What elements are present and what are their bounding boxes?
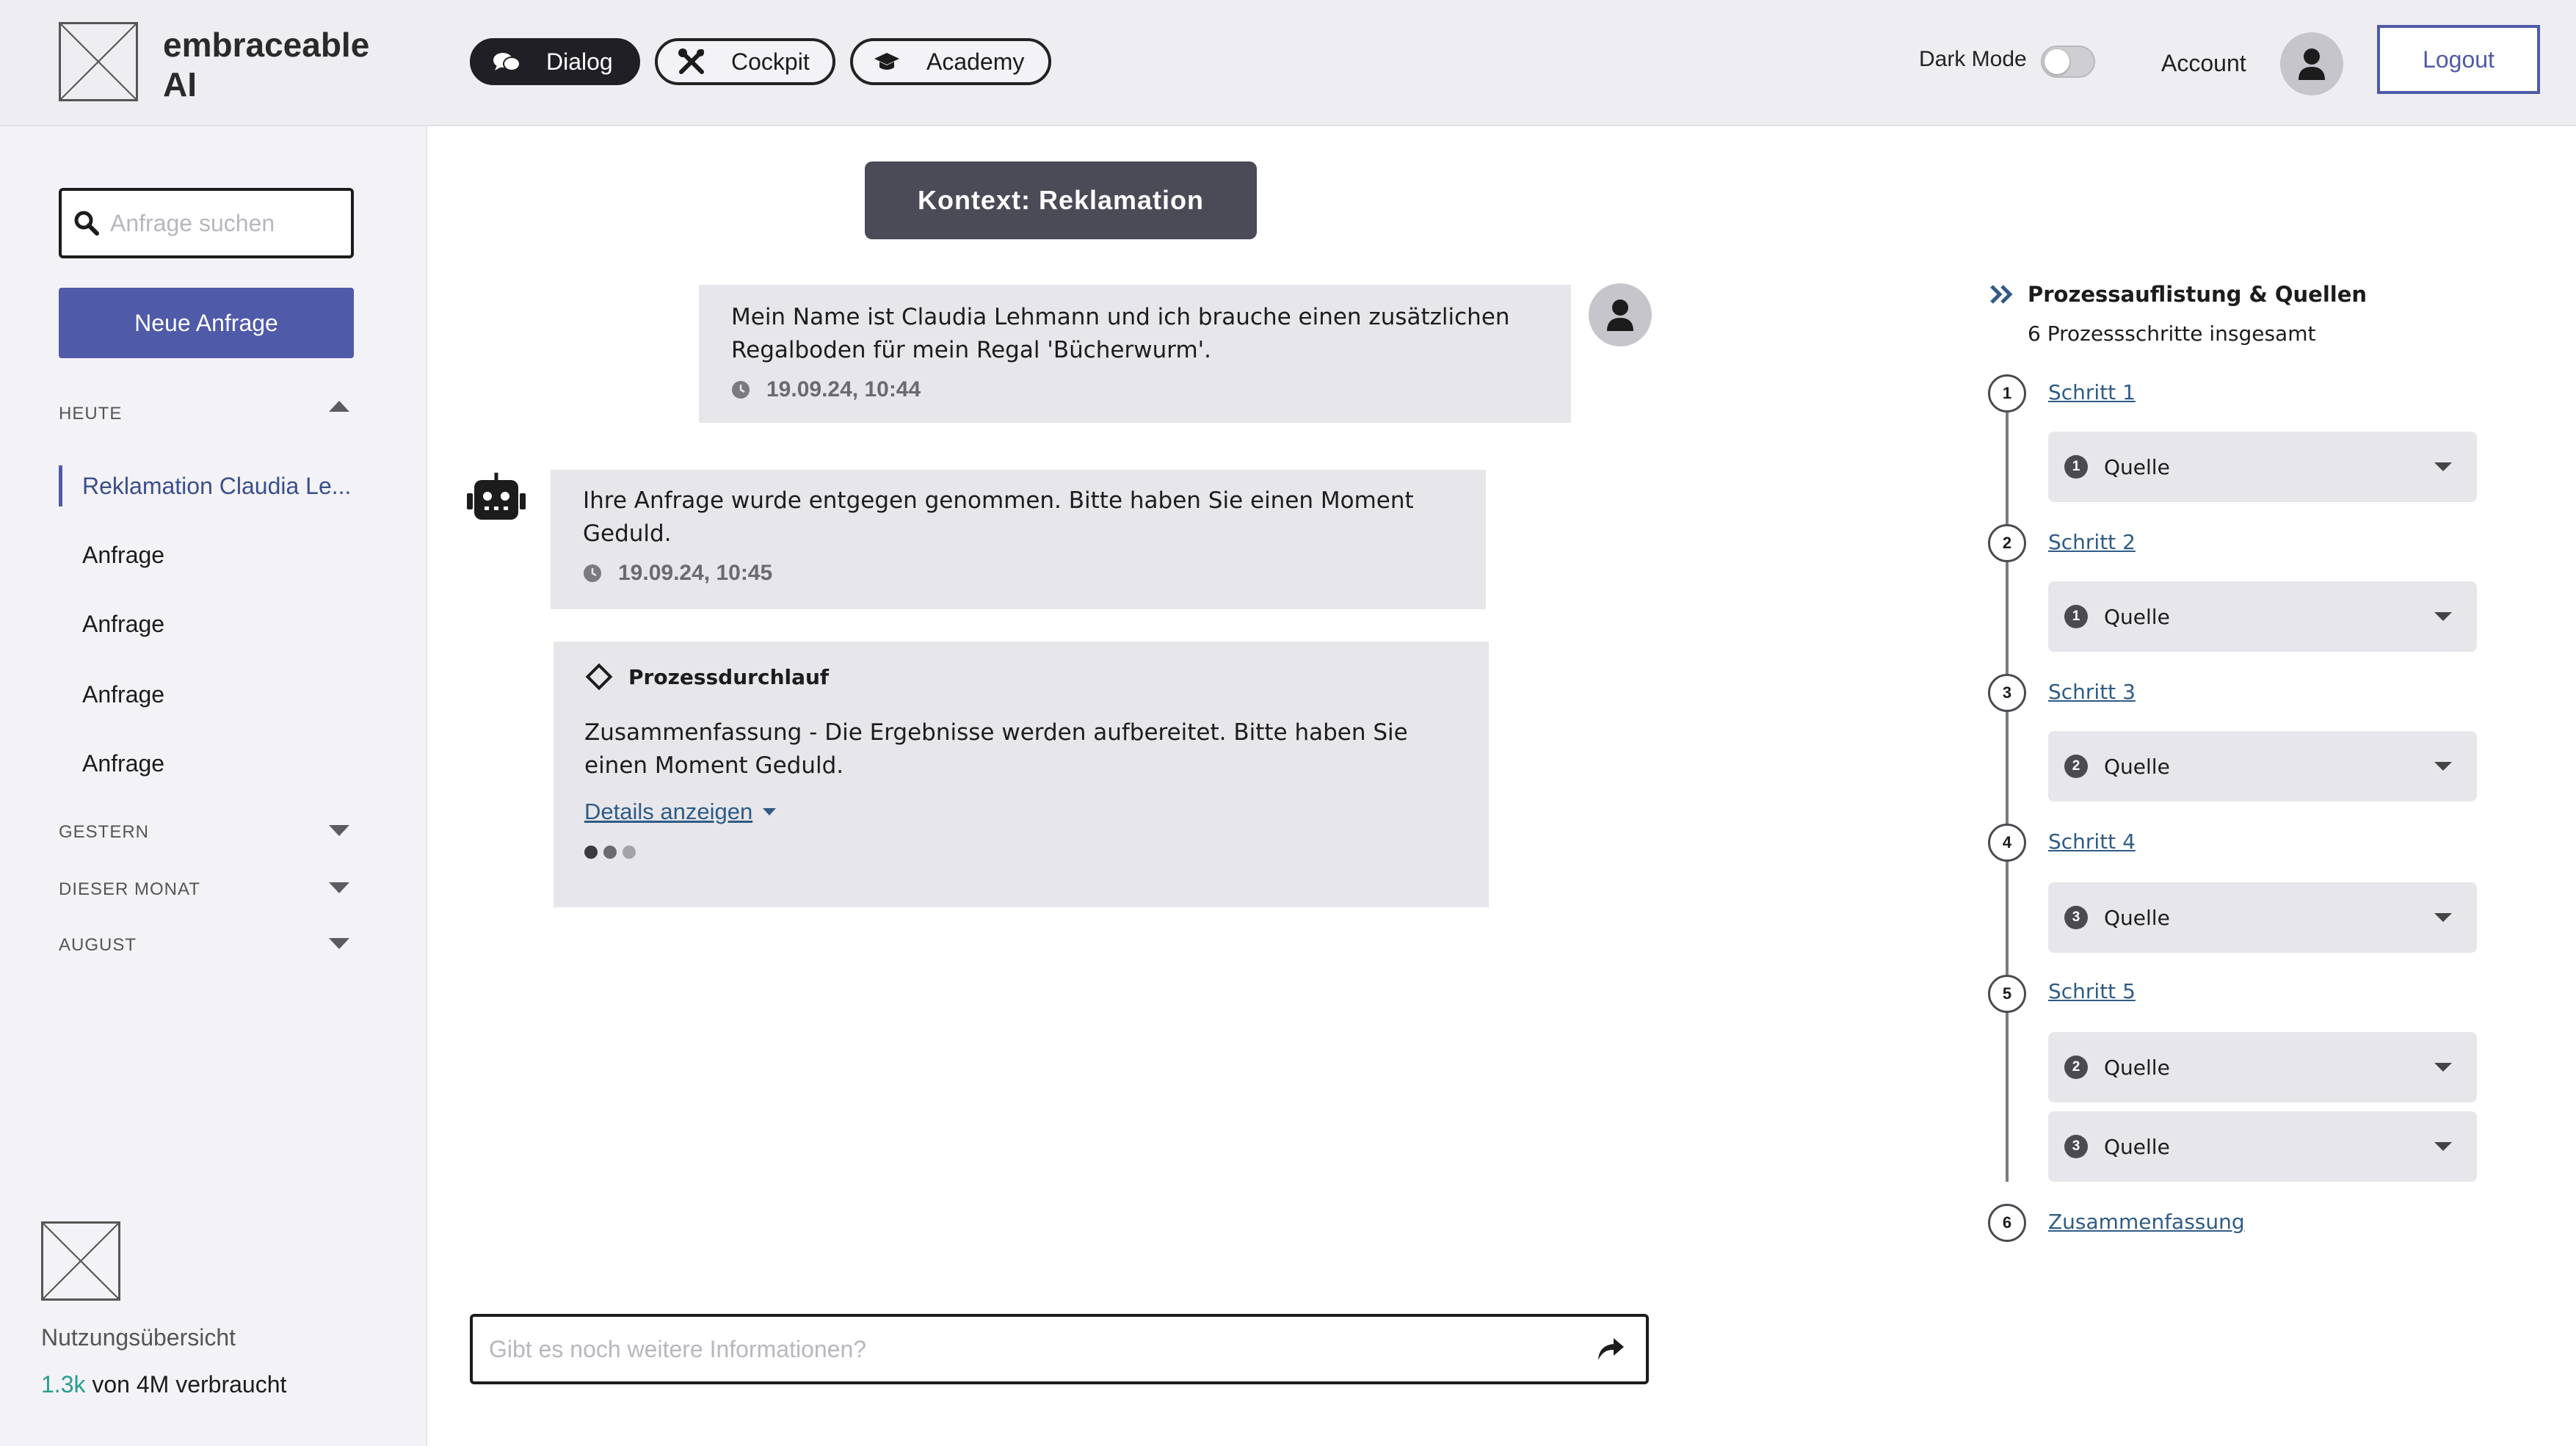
- dark-mode-label: Dark Mode: [1919, 47, 2027, 71]
- source-number-badge: 1: [2064, 605, 2088, 628]
- robot-icon: [467, 473, 526, 526]
- bot-message-bubble: [551, 470, 1486, 609]
- source-label: Quelle: [2104, 1055, 2170, 1080]
- image-placeholder-icon: [61, 24, 136, 99]
- source-number-badge: 2: [2064, 1056, 2088, 1079]
- expand-this-month-icon[interactable]: [329, 882, 349, 893]
- usage-text: [41, 1371, 286, 1398]
- history-item-active[interactable]: Reklamation Claudia Le...: [59, 465, 354, 506]
- user-message-bubble: [699, 285, 1571, 423]
- new-request-button[interactable]: Neue Anfrage: [59, 288, 354, 358]
- clock-icon: [731, 380, 750, 399]
- user-message-text: Mein Name ist Claudia Lehmann und ich brauche einen zusätzlichen Regalboden für mein Regal 'Bücherwurm'.: [731, 304, 1510, 363]
- brand-name: embraceable AI: [163, 26, 370, 103]
- source-label: Quelle: [2104, 454, 2170, 479]
- expand-august-icon[interactable]: [329, 938, 349, 949]
- chevron-down-icon: [2434, 462, 2452, 471]
- source-dropdown[interactable]: [2048, 432, 2477, 502]
- source-label: Quelle: [2104, 1134, 2170, 1159]
- user-icon: [1606, 299, 1635, 331]
- step-link[interactable]: Schritt 1: [2048, 380, 2136, 404]
- usage-title: Nutzungsübersicht: [41, 1324, 236, 1351]
- panel-subtitle: 6 Prozessschritte insgesamt: [2028, 321, 2316, 346]
- search-placeholder: Anfrage suchen: [110, 209, 275, 236]
- nav-tab-academy[interactable]: [850, 38, 1051, 85]
- step-number-badge: 5: [1988, 975, 2026, 1013]
- step-number-badge: 3: [1988, 674, 2026, 712]
- step-number-badge: 4: [1988, 824, 2026, 862]
- loading-dot: [623, 846, 636, 859]
- collapse-today-icon[interactable]: [329, 401, 349, 412]
- timestamp-text: 19.09.24, 10:45: [618, 561, 773, 585]
- diamond-icon: [584, 662, 614, 691]
- message-timestamp: [583, 561, 1454, 586]
- send-arrow-icon: [1596, 1337, 1625, 1362]
- usage-rest-text: von 4M verbraucht: [92, 1371, 287, 1398]
- dark-mode-toggle[interactable]: [2041, 46, 2095, 78]
- chevron-down-icon: [2434, 612, 2452, 621]
- chat-input-placeholder: Gibt es noch weitere Informationen?: [489, 1335, 867, 1362]
- history-item[interactable]: Anfrage: [82, 610, 165, 637]
- search-icon: [73, 210, 100, 236]
- panel-header: [1989, 282, 2367, 307]
- source-dropdown[interactable]: [2048, 731, 2477, 802]
- step-link[interactable]: Schritt 3: [2048, 680, 2136, 704]
- source-number-badge: 3: [2064, 906, 2088, 929]
- tools-icon: [677, 47, 706, 76]
- source-number-badge: 1: [2064, 455, 2088, 479]
- message-timestamp: [731, 377, 1539, 402]
- clock-icon: [583, 564, 602, 583]
- send-button[interactable]: [1589, 1327, 1633, 1371]
- loading-dot: [603, 846, 617, 859]
- nav-tab-cockpit[interactable]: [655, 38, 835, 85]
- source-dropdown[interactable]: [2048, 581, 2477, 652]
- process-title-text: Prozessdurchlauf: [628, 664, 830, 689]
- source-number-badge: 2: [2064, 755, 2088, 778]
- process-text: Zusammenfassung - Die Ergebnisse werden aufbereitet. Bitte haben Sie einen Moment Geduld.: [584, 719, 1408, 779]
- double-chevron-right-icon: [1989, 284, 2014, 305]
- usage-placeholder-image: [41, 1221, 120, 1301]
- nav-tab-label: Dialog: [546, 48, 613, 75]
- section-august-label: AUGUST: [59, 935, 137, 955]
- chevron-down-icon: [2434, 762, 2452, 771]
- section-today-label: HEUTE: [59, 404, 123, 424]
- logout-button[interactable]: Logout: [2377, 25, 2540, 94]
- account-link[interactable]: Account: [2161, 50, 2246, 76]
- nav-tab-label: Cockpit: [731, 48, 810, 75]
- nav-tab-label: Academy: [926, 48, 1025, 75]
- step-link[interactable]: Schritt 4: [2048, 829, 2136, 854]
- step-number-badge: 2: [1988, 524, 2026, 562]
- chat-input[interactable]: [470, 1314, 1649, 1384]
- graduation-cap-icon: [872, 47, 901, 76]
- timestamp-text: 19.09.24, 10:44: [766, 377, 921, 402]
- step-link[interactable]: Schritt 5: [2048, 979, 2136, 1003]
- chevron-down-icon: [2434, 1142, 2452, 1151]
- logo-placeholder-image: [59, 22, 138, 101]
- nav-tab-dialog[interactable]: [470, 38, 640, 85]
- loading-dot: [584, 846, 598, 859]
- process-run-card: [554, 642, 1489, 907]
- source-label: Quelle: [2104, 905, 2170, 930]
- details-link-label: Details anzeigen: [584, 799, 753, 824]
- step-number-badge: 6: [1988, 1204, 2026, 1242]
- chevron-down-icon: [763, 808, 776, 815]
- section-yesterday-label: GESTERN: [59, 822, 150, 842]
- user-icon: [2297, 48, 2326, 80]
- history-item[interactable]: Anfrage: [82, 541, 165, 568]
- expand-yesterday-icon[interactable]: [329, 825, 349, 836]
- chevron-down-icon: [2434, 1063, 2452, 1072]
- bot-message-text: Ihre Anfrage wurde entgegen genommen. Bitte haben Sie einen Moment Geduld.: [583, 487, 1414, 547]
- chat-bubbles-icon: [492, 47, 521, 76]
- history-item[interactable]: Anfrage: [82, 680, 165, 708]
- details-toggle-link[interactable]: [584, 799, 776, 825]
- context-badge: Kontext: Reklamation: [865, 161, 1257, 239]
- chevron-down-icon: [2434, 913, 2452, 922]
- history-item[interactable]: Anfrage: [82, 749, 165, 777]
- panel-title: Prozessauflistung & Quellen: [2028, 282, 2368, 307]
- section-this-month-label: DIESER MONAT: [59, 879, 200, 899]
- account-avatar[interactable]: [2280, 32, 2343, 95]
- step-number-badge: 1: [1988, 374, 2026, 413]
- toggle-knob: [2045, 49, 2069, 74]
- source-label: Quelle: [2104, 604, 2170, 629]
- process-title: [584, 662, 1458, 691]
- source-number-badge: 3: [2064, 1135, 2088, 1158]
- step-link[interactable]: Schritt 2: [2048, 530, 2136, 554]
- search-input[interactable]: [59, 188, 354, 258]
- loading-indicator: [584, 846, 1458, 859]
- summary-step-link[interactable]: Zusammenfassung: [2048, 1210, 2245, 1234]
- source-label: Quelle: [2104, 754, 2170, 779]
- source-dropdown[interactable]: [2048, 1111, 2477, 1182]
- source-dropdown[interactable]: [2048, 882, 2477, 953]
- source-dropdown[interactable]: [2048, 1032, 2477, 1102]
- user-avatar: [1589, 283, 1652, 346]
- usage-used-value: 1.3k: [41, 1371, 86, 1398]
- image-placeholder-icon: [43, 1224, 118, 1298]
